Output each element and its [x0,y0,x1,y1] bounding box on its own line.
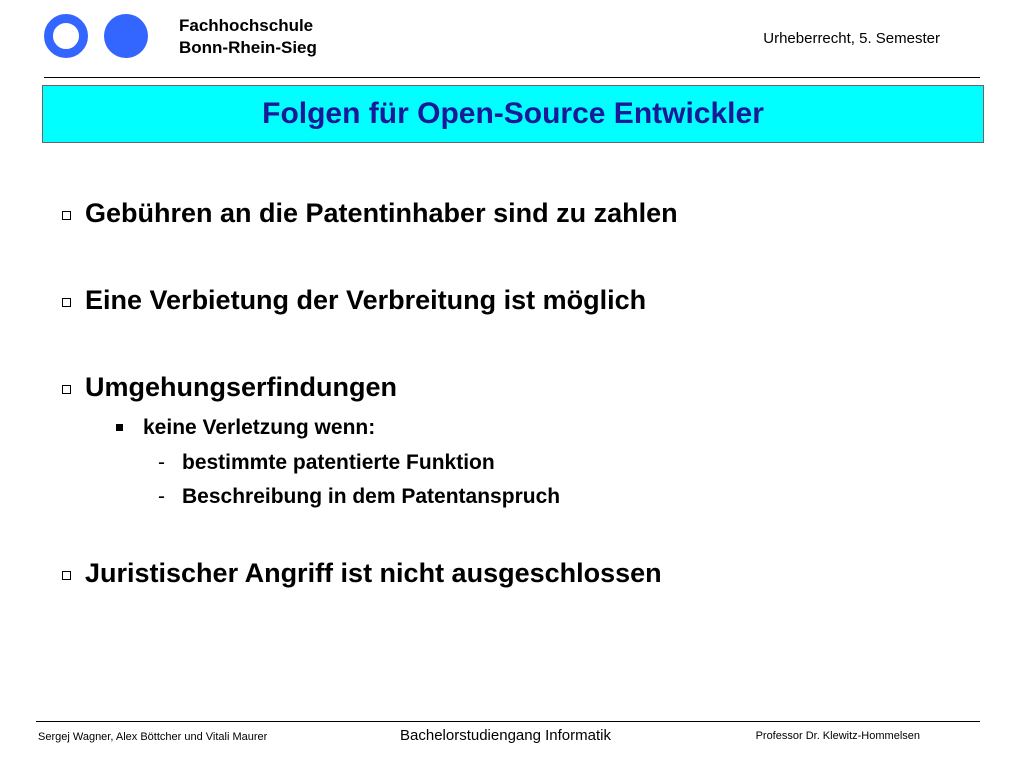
bullet-item [62,558,662,589]
sub-bullet-text: keine Verletzung wenn: [143,416,376,439]
slide-title: Folgen für Open-Source Entwickler [262,97,764,130]
footer-divider [36,721,980,722]
bullet-text: Eine Verbietung der Verbreitung ist möglich [85,285,647,315]
sub-sub-bullet-item [158,451,495,475]
bullet-item [62,285,646,316]
sub-sub-bullet-item [158,485,560,509]
footer-program: Bachelorstudiengang Informatik [400,727,611,744]
bullet-text: Juristischer Angriff ist nicht ausgeschlossen [85,558,662,588]
bullet-item [62,198,678,229]
dash-bullet: - [158,451,165,474]
box-bullet-icon [62,385,71,394]
bullet-item [62,372,397,403]
institution-line-2: Bonn-Rhein-Sieg [179,38,317,57]
dash-bullet: - [158,485,165,508]
footer-professor: Professor Dr. Klewitz-Hommelsen [755,730,920,742]
course-header: Urheberrecht, 5. Semester [763,30,940,47]
sub-sub-bullet-text: bestimmte patentierte Funktion [182,451,495,474]
box-bullet-icon [62,298,71,307]
bullet-text: Umgehungserfindungen [85,372,397,402]
square-bullet-icon [116,424,123,431]
box-bullet-icon [62,211,71,220]
box-bullet-icon [62,571,71,580]
sub-sub-bullet-text: Beschreibung in dem Patentanspruch [182,485,561,508]
bullet-text: Gebühren an die Patentinhaber sind zu zahlen [85,198,678,228]
footer-authors: Sergej Wagner, Alex Böttcher und Vitali Maurer [38,731,268,743]
institution-line-1: Fachhochschule [179,16,314,35]
sub-bullet-item [116,416,375,440]
